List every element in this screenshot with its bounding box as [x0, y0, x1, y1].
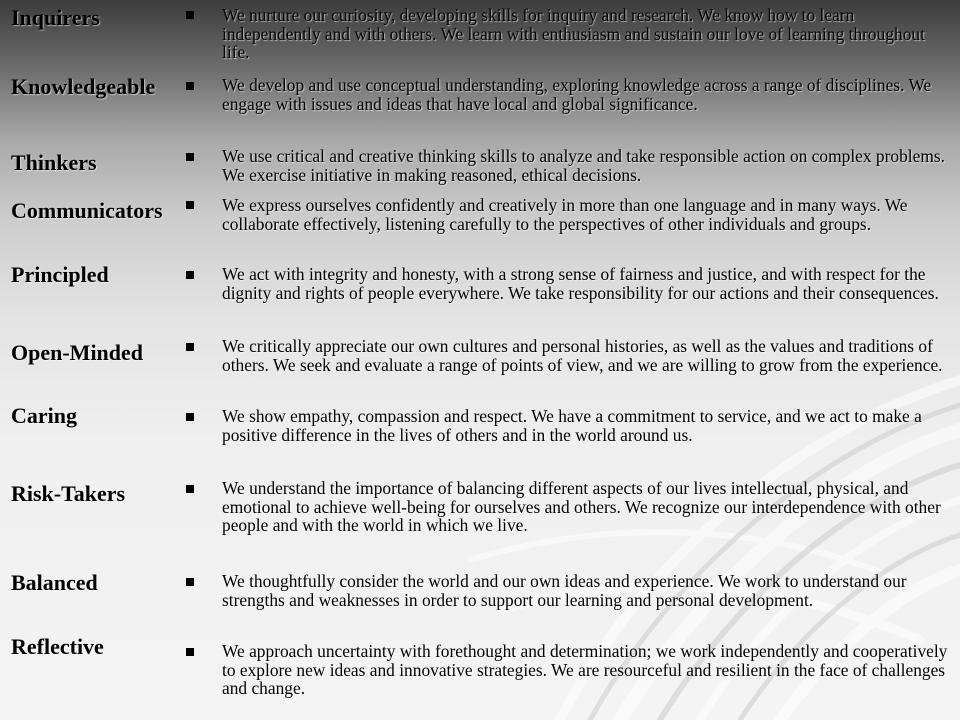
attribute-description: We understand the importance of balancing different aspects of our lives intellectual, physical, and emotional to achieve well-being for ourselves and others. We recognize our interdependence with other people and with the world in which we live.: [222, 478, 941, 535]
attribute-term: Open-Minded: [11, 340, 144, 365]
attribute-term: Balanced: [11, 570, 98, 595]
attribute-description: We show empathy, compassion and respect. We have a commitment to service, and we act to make a positive difference in the lives of others and in the world around us.: [222, 406, 922, 445]
attribute-description: We thoughtfully consider the world and our own ideas and experience. We work to understand our strengths and weaknesses in order to support our learning and personal development.: [222, 571, 907, 610]
attribute-term: Knowledgeable: [11, 74, 156, 99]
attribute-description: We express ourselves confidently and creatively in more than one language and in many ways. We collaborate effectively, listening carefully to the perspectives of other individuals and groups.: [222, 195, 908, 234]
square-bullet-icon: [186, 11, 194, 19]
attribute-term: Risk-Takers: [11, 481, 126, 506]
attribute-term: Thinkers: [11, 150, 97, 175]
attribute-description: We develop and use conceptual understanding, exploring knowledge across a range of disciplines. We engage with issues and ideas that have local and global significance.: [222, 75, 932, 114]
attribute-description: We nurture our curiosity, developing skills for inquiry and research. We know how to learn independently and with others. We learn with enthusiasm and sustain our love of learning throughout life.: [222, 5, 925, 62]
square-bullet-icon: [186, 485, 194, 493]
attribute-term: Inquirers: [11, 5, 100, 30]
attribute-term: Caring: [11, 403, 77, 428]
attribute-description: We act with integrity and honesty, with a strong sense of fairness and justice, and with respect for the dignity and rights of people everywhere. We take responsibility for our actions and their consequences.: [222, 264, 939, 303]
square-bullet-icon: [186, 343, 194, 351]
square-bullet-icon: [186, 153, 194, 161]
square-bullet-icon: [186, 82, 194, 90]
square-bullet-icon: [186, 271, 194, 279]
attribute-term: Principled: [11, 262, 109, 287]
attribute-description: We approach uncertainty with forethought and determination; we work independently and cooperatively to explore new ideas and innovative strategies. We are resourceful and resilient in the face of challenges and change.: [222, 641, 948, 698]
attribute-description: We use critical and creative thinking skills to analyze and take responsible action on complex problems. We exercise initiative in making reasoned, ethical decisions.: [222, 146, 945, 185]
square-bullet-icon: [186, 201, 194, 209]
square-bullet-icon: [186, 413, 194, 421]
attribute-description: We critically appreciate our own cultures and personal histories, as well as the values and traditions of others. We seek and evaluate a range of points of view, and we are willing to grow from the experience.: [222, 336, 943, 375]
square-bullet-icon: [186, 578, 194, 586]
attribute-term: Communicators: [11, 198, 163, 223]
square-bullet-icon: [186, 648, 194, 656]
attribute-term: Reflective: [11, 634, 104, 659]
